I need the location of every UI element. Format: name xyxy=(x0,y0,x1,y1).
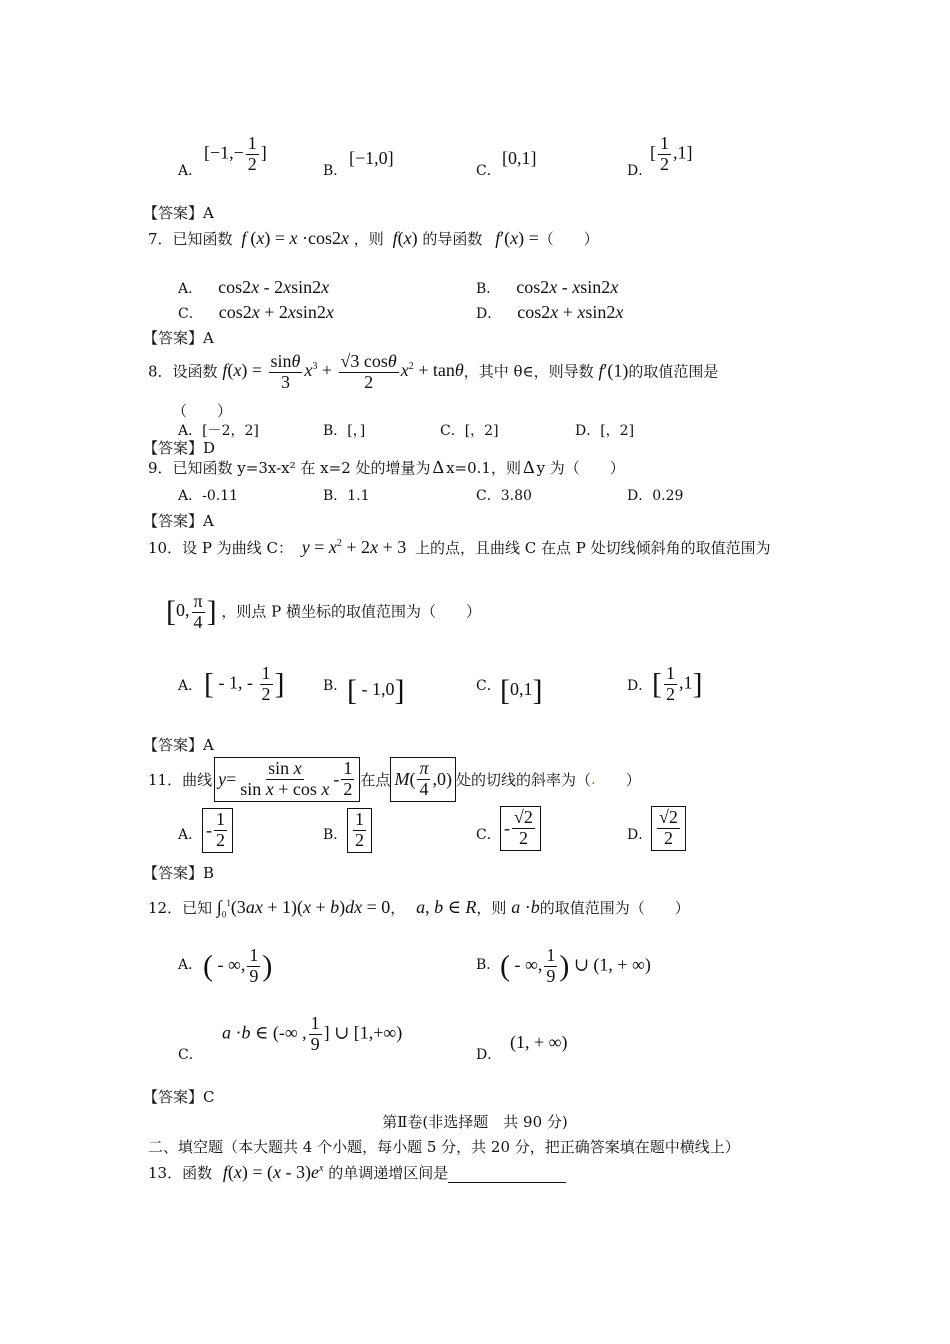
q12-option-b-math: ( - ∞, $\frac{1}{9}$ ) ∪ (1, + ∞) xyxy=(500,945,651,986)
top-option-b-label: B． xyxy=(323,163,348,179)
q11-option-d-label: D． xyxy=(627,827,653,843)
top-option-c-label: C． xyxy=(476,163,501,179)
q8-option-d: D．[，2] xyxy=(575,423,635,439)
q7-option-a: A． cos2x - 2xsin2x xyxy=(178,277,330,297)
q10-answer: 【答案】A xyxy=(143,736,214,754)
q12-option-b-label: B． xyxy=(476,957,501,973)
q10-option-c-label: C． xyxy=(476,678,501,694)
q12-option-c-math: a ·b ∈ (-∞ , $\frac{1}{9}$ ] ∪ [1,+∞) xyxy=(222,1013,403,1054)
q10-option-a-math: [ - 1, - $\frac{1}{2}$ ] xyxy=(204,663,285,704)
q13-answer-blank[interactable] xyxy=(448,1166,566,1183)
q10-option-d-math: [ $\frac{1}{2}$ ,1] xyxy=(652,663,703,704)
top-option-b-math: [−1,0] xyxy=(349,148,394,168)
q9-answer: 【答案】A xyxy=(143,512,214,530)
q12-answer: 【答案】C xyxy=(143,1088,215,1106)
q11-option-b-label: B． xyxy=(323,827,348,843)
section-heading: 二、填空题（本大题共 4 个小题，每小题 5 分，共 20 分，把正确答案填在题中横线上） xyxy=(148,1138,740,1156)
q7-option-d: D． cos2x + xsin2x xyxy=(476,302,624,322)
q8-option-c: C．[，2] xyxy=(440,423,499,439)
q10-stem: 10．设 P 为曲线 C： $y = x^2 + 2x + 3$ 上的点，且曲线 C 在点 P 处切线倾斜角的取值范围为 xyxy=(148,537,771,557)
q11-option-b-math: $\frac{1}{2}$ xyxy=(347,808,372,853)
q7-option-b: B． cos2x - xsin2x xyxy=(476,277,619,297)
q10-stem-line2: [0, $\frac{\pi}{4}$ ] ，则点 P 横坐标的取值范围为（ ） xyxy=(166,591,482,632)
q10-option-a-label: A． xyxy=(178,678,203,694)
q7-stem: 7．已知函数 f (x) = x ·cos2x ，则 f(x) 的导函数 f′(x) =（ ） xyxy=(148,228,599,248)
top-option-c-math: [0,1] xyxy=(502,148,537,168)
q8-paren: （ ） xyxy=(172,402,233,420)
q11-answer: 【答案】B xyxy=(143,864,215,882)
q13-stem: 13．函数 $f(x) = (x - 3)e^x$ 的单调递增区间是 xyxy=(148,1162,566,1183)
top-option-a-label: A． xyxy=(178,163,203,179)
top-option-d-label: D． xyxy=(627,163,653,179)
q11-option-a-label: A． xyxy=(178,827,203,843)
section-title: 第Ⅱ卷(非选择题 共 90 分) xyxy=(382,1113,568,1131)
q10-option-b-label: B． xyxy=(323,678,348,694)
top-option-d-math: [ $\frac{1}{2}$ ,1] xyxy=(650,133,693,174)
q12-option-d-math: (1, + ∞) xyxy=(510,1032,568,1052)
top-option-a-math: [−1,− $\frac{1}{2}$ ] xyxy=(204,133,267,174)
q12-option-a-label: A． xyxy=(178,957,203,973)
q11-stem: 11．曲线 y = $\frac{\text{sin x}}{\text{sin x + cos x}}$ - $\frac{1}{2}$ 在点 M ( $\frac{\pi}{4}$ ,0) 处的切线的斜率为（ . ） xyxy=(148,757,641,802)
q9-stem: 9．已知函数 y=3x-x² 在 x=2 处的增量为 Δ x=0.1，则 Δ y 为（ ） xyxy=(148,457,625,477)
q10-option-b-math: [ - 1,0] xyxy=(347,674,405,707)
q11-option-a-math: - $\frac{1}{2}$ xyxy=(202,808,233,853)
q11-option-c-math: - $\frac{√2}{2}$ xyxy=(500,806,541,851)
q12-option-c-label: C． xyxy=(178,1047,203,1063)
q9-option-a: A．-0.11 xyxy=(178,488,239,504)
q12-stem: 12．已知 $\int_0^1(3ax + 1)(x + b)dx = 0$， a, b ∈ R，则 a ·b的取值范围为（ ） xyxy=(148,897,690,920)
q11-option-d-math: $\frac{√2}{2}$ xyxy=(651,806,686,851)
q9-option-b: B．1.1 xyxy=(323,488,370,504)
q9-option-c: C．3.80 xyxy=(476,488,532,504)
q10-option-d-label: D． xyxy=(627,678,653,694)
top-answer: 【答案】A xyxy=(143,204,214,222)
q12-option-d-label: D． xyxy=(476,1047,502,1063)
q10-option-c-math: [0,1] xyxy=(500,674,543,707)
q8-answer: 【答案】D xyxy=(143,439,216,457)
q12-option-a-math: ( - ∞, $\frac{1}{9}$ ) xyxy=(203,945,273,986)
q8-option-a: A．[－2，2] xyxy=(178,423,259,439)
q9-option-d: D．0.29 xyxy=(627,488,684,504)
q11-option-c-label: C． xyxy=(476,827,501,843)
q8-option-b: B．[，] xyxy=(323,423,366,439)
q7-answer: 【答案】A xyxy=(143,329,214,347)
q7-option-c: C． cos2x + 2xsin2x xyxy=(178,302,334,322)
q8-stem: 8．设函数 f(x) = $\frac{\sin\theta}{3}$ $x^3$ + $\frac{√3 \cos\theta}{2}$ $x^2 + \tan\theta$，其中 θ∈，则导数 f′(1)的取值范围是 xyxy=(148,351,719,392)
